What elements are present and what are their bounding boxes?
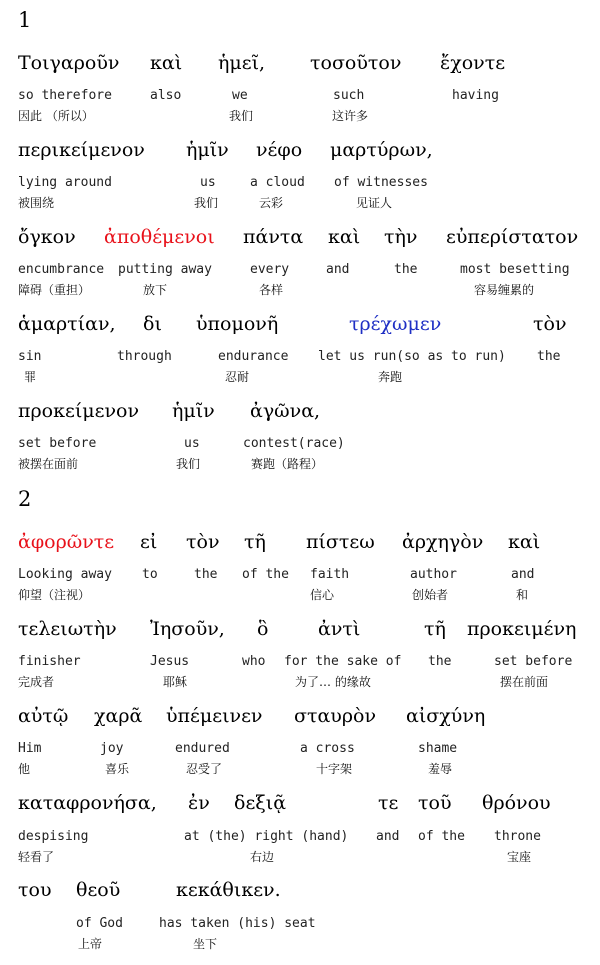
greek-word: τελειωτὴν xyxy=(18,618,117,640)
english-gloss: also xyxy=(150,88,182,103)
chinese-gloss: 放下 xyxy=(143,283,168,297)
greek-word: Ἰησοῦν, xyxy=(150,618,225,640)
greek-word: αὐτῷ xyxy=(18,705,69,727)
english-gloss: shame xyxy=(418,741,458,756)
chinese-gloss: 我们 xyxy=(176,457,201,471)
chinese-gloss: 右边 xyxy=(250,850,275,864)
english-gloss: endurance xyxy=(218,349,289,364)
greek-word: ἐν xyxy=(188,792,210,814)
chinese-gloss: 被摆在面前 xyxy=(18,457,79,471)
chinese-gloss: 各样 xyxy=(259,283,284,297)
english-gloss: through xyxy=(117,349,172,364)
english-gloss: putting away xyxy=(118,262,212,277)
chinese-gloss: 这许多 xyxy=(332,109,369,123)
english-gloss: of witnesses xyxy=(334,175,428,190)
greek-word: εὐπερίστατον xyxy=(446,226,579,248)
english-gloss: a cross xyxy=(300,741,355,756)
chinese-gloss: 轻看了 xyxy=(18,850,55,864)
greek-word: εἰ xyxy=(140,531,158,553)
chinese-gloss: 创始者 xyxy=(412,588,449,602)
english-gloss: and xyxy=(511,567,535,582)
english-gloss: throne xyxy=(494,829,541,844)
verse-number: 2 xyxy=(18,487,32,511)
english-gloss: and xyxy=(326,262,350,277)
greek-word: ὄγκον xyxy=(18,226,76,248)
greek-word: ἡμῖν xyxy=(172,400,215,422)
english-gloss: of the xyxy=(242,567,289,582)
greek-word: τὸν xyxy=(186,531,220,553)
chinese-gloss: 被围绕 xyxy=(18,196,55,210)
english-gloss: so therefore xyxy=(18,88,112,103)
english-gloss: finisher xyxy=(18,654,81,669)
chinese-gloss: 信心 xyxy=(310,588,335,602)
chinese-gloss: 和 xyxy=(516,588,529,602)
english-gloss: endured xyxy=(175,741,230,756)
english-gloss: the xyxy=(394,262,418,277)
greek-word: καὶ xyxy=(508,531,541,553)
greek-word: τῆ xyxy=(424,618,446,640)
english-gloss: set before xyxy=(494,654,573,669)
greek-word: καὶ xyxy=(328,226,361,248)
greek-word-highlight-red: ἀποθέμενοι xyxy=(104,226,215,248)
chinese-gloss: 摆在前面 xyxy=(500,675,549,689)
greek-word: πάντα xyxy=(243,226,304,248)
english-gloss: us xyxy=(184,436,200,451)
chinese-gloss: 容易缠累的 xyxy=(474,283,535,297)
chinese-gloss: 坐下 xyxy=(193,937,218,951)
english-gloss: Jesus xyxy=(150,654,190,669)
chinese-gloss: 罪 xyxy=(24,370,37,384)
chinese-gloss: 忍耐 xyxy=(225,370,250,384)
english-gloss: Looking away xyxy=(18,567,112,582)
greek-word: καὶ xyxy=(150,52,183,74)
greek-word-highlight-blue: τρέχωμεν xyxy=(349,313,442,335)
english-gloss: the xyxy=(194,567,218,582)
greek-word: Τοιγαροῦν xyxy=(18,52,120,74)
greek-word: προκειμένη xyxy=(467,618,577,640)
chinese-gloss: 仰望（注视） xyxy=(18,588,91,602)
greek-word: του xyxy=(18,879,52,901)
english-gloss: a cloud xyxy=(250,175,305,190)
english-gloss: at (the) right (hand) xyxy=(184,829,349,844)
verse-number: 1 xyxy=(18,8,32,32)
greek-word: ὑπομονῆ xyxy=(196,313,279,335)
chinese-gloss: 耶稣 xyxy=(163,675,188,689)
english-gloss: we xyxy=(232,88,248,103)
english-gloss: despising xyxy=(18,829,89,844)
english-gloss: us xyxy=(200,175,216,190)
chinese-gloss: 完成者 xyxy=(18,675,55,689)
greek-word: τὴν xyxy=(384,226,418,248)
english-gloss: set before xyxy=(18,436,97,451)
chinese-gloss: 我们 xyxy=(229,109,254,123)
english-gloss: faith xyxy=(310,567,350,582)
greek-word: περικείμενον xyxy=(18,139,145,161)
greek-word: τοῦ xyxy=(418,792,452,814)
chinese-gloss: 他 xyxy=(18,762,31,776)
chinese-gloss: 喜乐 xyxy=(105,762,130,776)
chinese-gloss: 见证人 xyxy=(356,196,393,210)
chinese-gloss: 奔跑 xyxy=(378,370,403,384)
chinese-gloss: 障碍（重担） xyxy=(18,283,91,297)
greek-word: δεξιᾷ xyxy=(234,792,287,814)
greek-word: ἀρχηγὸν xyxy=(402,531,484,553)
greek-word-highlight-red: ἀφορῶντε xyxy=(18,531,115,553)
english-gloss: having xyxy=(452,88,499,103)
english-gloss: and xyxy=(376,829,400,844)
english-gloss: of God xyxy=(76,916,123,931)
greek-word: ἁμαρτίαν, xyxy=(18,313,116,335)
english-gloss: encumbrance xyxy=(18,262,105,277)
english-gloss: of the xyxy=(418,829,465,844)
greek-word: τοσοῦτον xyxy=(310,52,402,74)
english-gloss: who xyxy=(242,654,266,669)
chinese-gloss: 赛跑（路程） xyxy=(251,457,324,471)
greek-word: προκείμενον xyxy=(18,400,139,422)
english-gloss: the xyxy=(537,349,561,364)
greek-word: δι xyxy=(143,313,162,335)
chinese-gloss: 羞辱 xyxy=(428,762,453,776)
greek-word: νέφο xyxy=(256,139,303,161)
greek-word: ὃ xyxy=(257,618,269,640)
chinese-gloss: 为了… 的缘故 xyxy=(295,675,371,689)
greek-word: ἡμεῖ, xyxy=(218,52,266,74)
greek-word: ὑπέμεινεν xyxy=(166,705,263,727)
english-gloss: joy xyxy=(100,741,124,756)
greek-word: ἡμῖν xyxy=(186,139,229,161)
greek-word: τε xyxy=(378,792,399,814)
chinese-gloss: 忍受了 xyxy=(186,762,223,776)
greek-word: σταυρὸν xyxy=(294,705,377,727)
greek-word: αἰσχύνη xyxy=(406,705,486,727)
greek-word: τῆ xyxy=(244,531,266,553)
english-gloss: contest(race) xyxy=(243,436,345,451)
greek-word: μαρτύρων, xyxy=(330,139,433,161)
chinese-gloss: 上帝 xyxy=(78,937,103,951)
english-gloss: has taken (his) seat xyxy=(159,916,316,931)
english-gloss: Him xyxy=(18,741,42,756)
english-gloss: sin xyxy=(18,349,42,364)
greek-word: χαρᾶ xyxy=(94,705,143,727)
greek-word: ἔχοντε xyxy=(440,52,506,74)
english-gloss: most besetting xyxy=(460,262,570,277)
chinese-gloss: 十字架 xyxy=(316,762,353,776)
english-gloss: for the sake of xyxy=(284,654,402,669)
greek-word: θρόνου xyxy=(482,792,551,814)
chinese-gloss: 宝座 xyxy=(507,850,532,864)
greek-word: θεοῦ xyxy=(76,879,121,901)
english-gloss: author xyxy=(410,567,457,582)
chinese-gloss: 因此 （所以） xyxy=(18,109,94,123)
english-gloss: lying around xyxy=(18,175,112,190)
greek-word: κεκάθικεν. xyxy=(176,879,281,901)
english-gloss: the xyxy=(428,654,452,669)
greek-word: πίστεω xyxy=(306,531,375,553)
greek-word: καταφρονήσα, xyxy=(18,792,157,814)
greek-word: ἀγῶνα, xyxy=(250,400,321,422)
chinese-gloss: 我们 xyxy=(194,196,219,210)
english-gloss: let us run(so as to run) xyxy=(318,349,506,364)
english-gloss: every xyxy=(250,262,290,277)
english-gloss: to xyxy=(142,567,158,582)
english-gloss: such xyxy=(333,88,365,103)
chinese-gloss: 云彩 xyxy=(259,196,284,210)
greek-word: ἀντὶ xyxy=(318,618,361,640)
greek-word: τὸν xyxy=(533,313,567,335)
